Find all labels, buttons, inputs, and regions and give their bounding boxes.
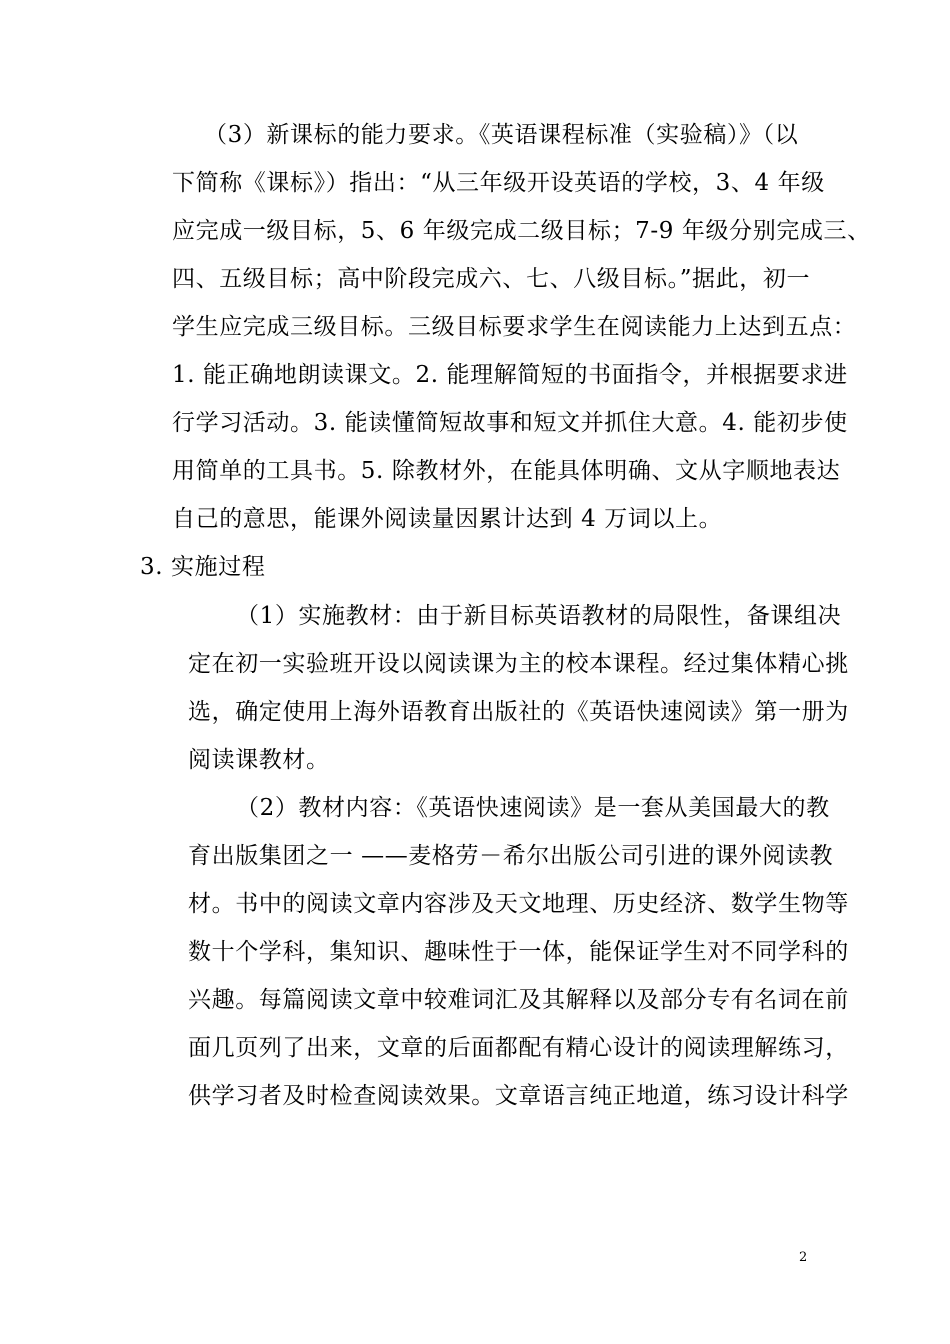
text-line: （2）教材内容：《英语快速阅读》是一套从美国最大的教 — [236, 795, 830, 821]
text-line: 供学习者及时检查阅读效果。文章语言纯正地道，练习设计科学 — [188, 1083, 849, 1109]
text-line: 学生应完成三级目标。三级目标要求学生在阅读能力上达到五点： — [172, 314, 857, 340]
text-line: 材。书中的阅读文章内容涉及天文地理、历史经济、数学生物等 — [188, 891, 849, 917]
text-line: 育出版集团之一 ——麦格劳－希尔出版公司引进的课外阅读教 — [188, 843, 834, 869]
text-line: 1. 能正确地朗读课文。2. 能理解简短的书面指令，并根据要求进 — [172, 362, 848, 388]
text-line: 应完成一级目标，5、6 年级完成二级目标；7-9 年级分别完成三、 — [172, 218, 871, 244]
page-number: 2 — [799, 1250, 808, 1265]
text-line: 用简单的工具书。5. 除教材外，在能具体明确、文从字顺地表达 — [172, 458, 841, 484]
text-line: 阅读课教材。 — [188, 747, 330, 773]
text-line: 行学习活动。3. 能读懂简短故事和短文并抓住大意。4. 能初步使 — [172, 410, 848, 436]
text-line: 定在初一实验班开设以阅读课为主的校本课程。经过集体精心挑 — [188, 651, 849, 677]
text-line: （1）实施教材：由于新目标英语教材的局限性，备课组决 — [236, 603, 842, 629]
section-heading: 3. 实施过程 — [140, 554, 266, 580]
text-line: 兴趣。每篇阅读文章中较难词汇及其解释以及部分专有名词在前 — [188, 987, 849, 1013]
text-line: 自己的意思，能课外阅读量因累计达到 4 万词以上。 — [172, 506, 723, 532]
text-line: 下简称《课标》）指出：“从三年级开设英语的学校，3、4 年级 — [172, 170, 825, 196]
text-line: 四、五级目标；高中阶段完成六、七、八级目标。”据此，初一 — [172, 266, 811, 292]
text-line: （3）新课标的能力要求。《英语课程标准（实验稿）》（以 — [204, 122, 799, 148]
text-line: 面几页列了出来，文章的后面都配有精心设计的阅读理解练习， — [188, 1035, 849, 1061]
text-line: 选，确定使用上海外语教育出版社的《英语快速阅读》第一册为 — [188, 699, 849, 725]
text-line: 数十个学科，集知识、趣味性于一体，能保证学生对不同学科的 — [188, 939, 849, 965]
